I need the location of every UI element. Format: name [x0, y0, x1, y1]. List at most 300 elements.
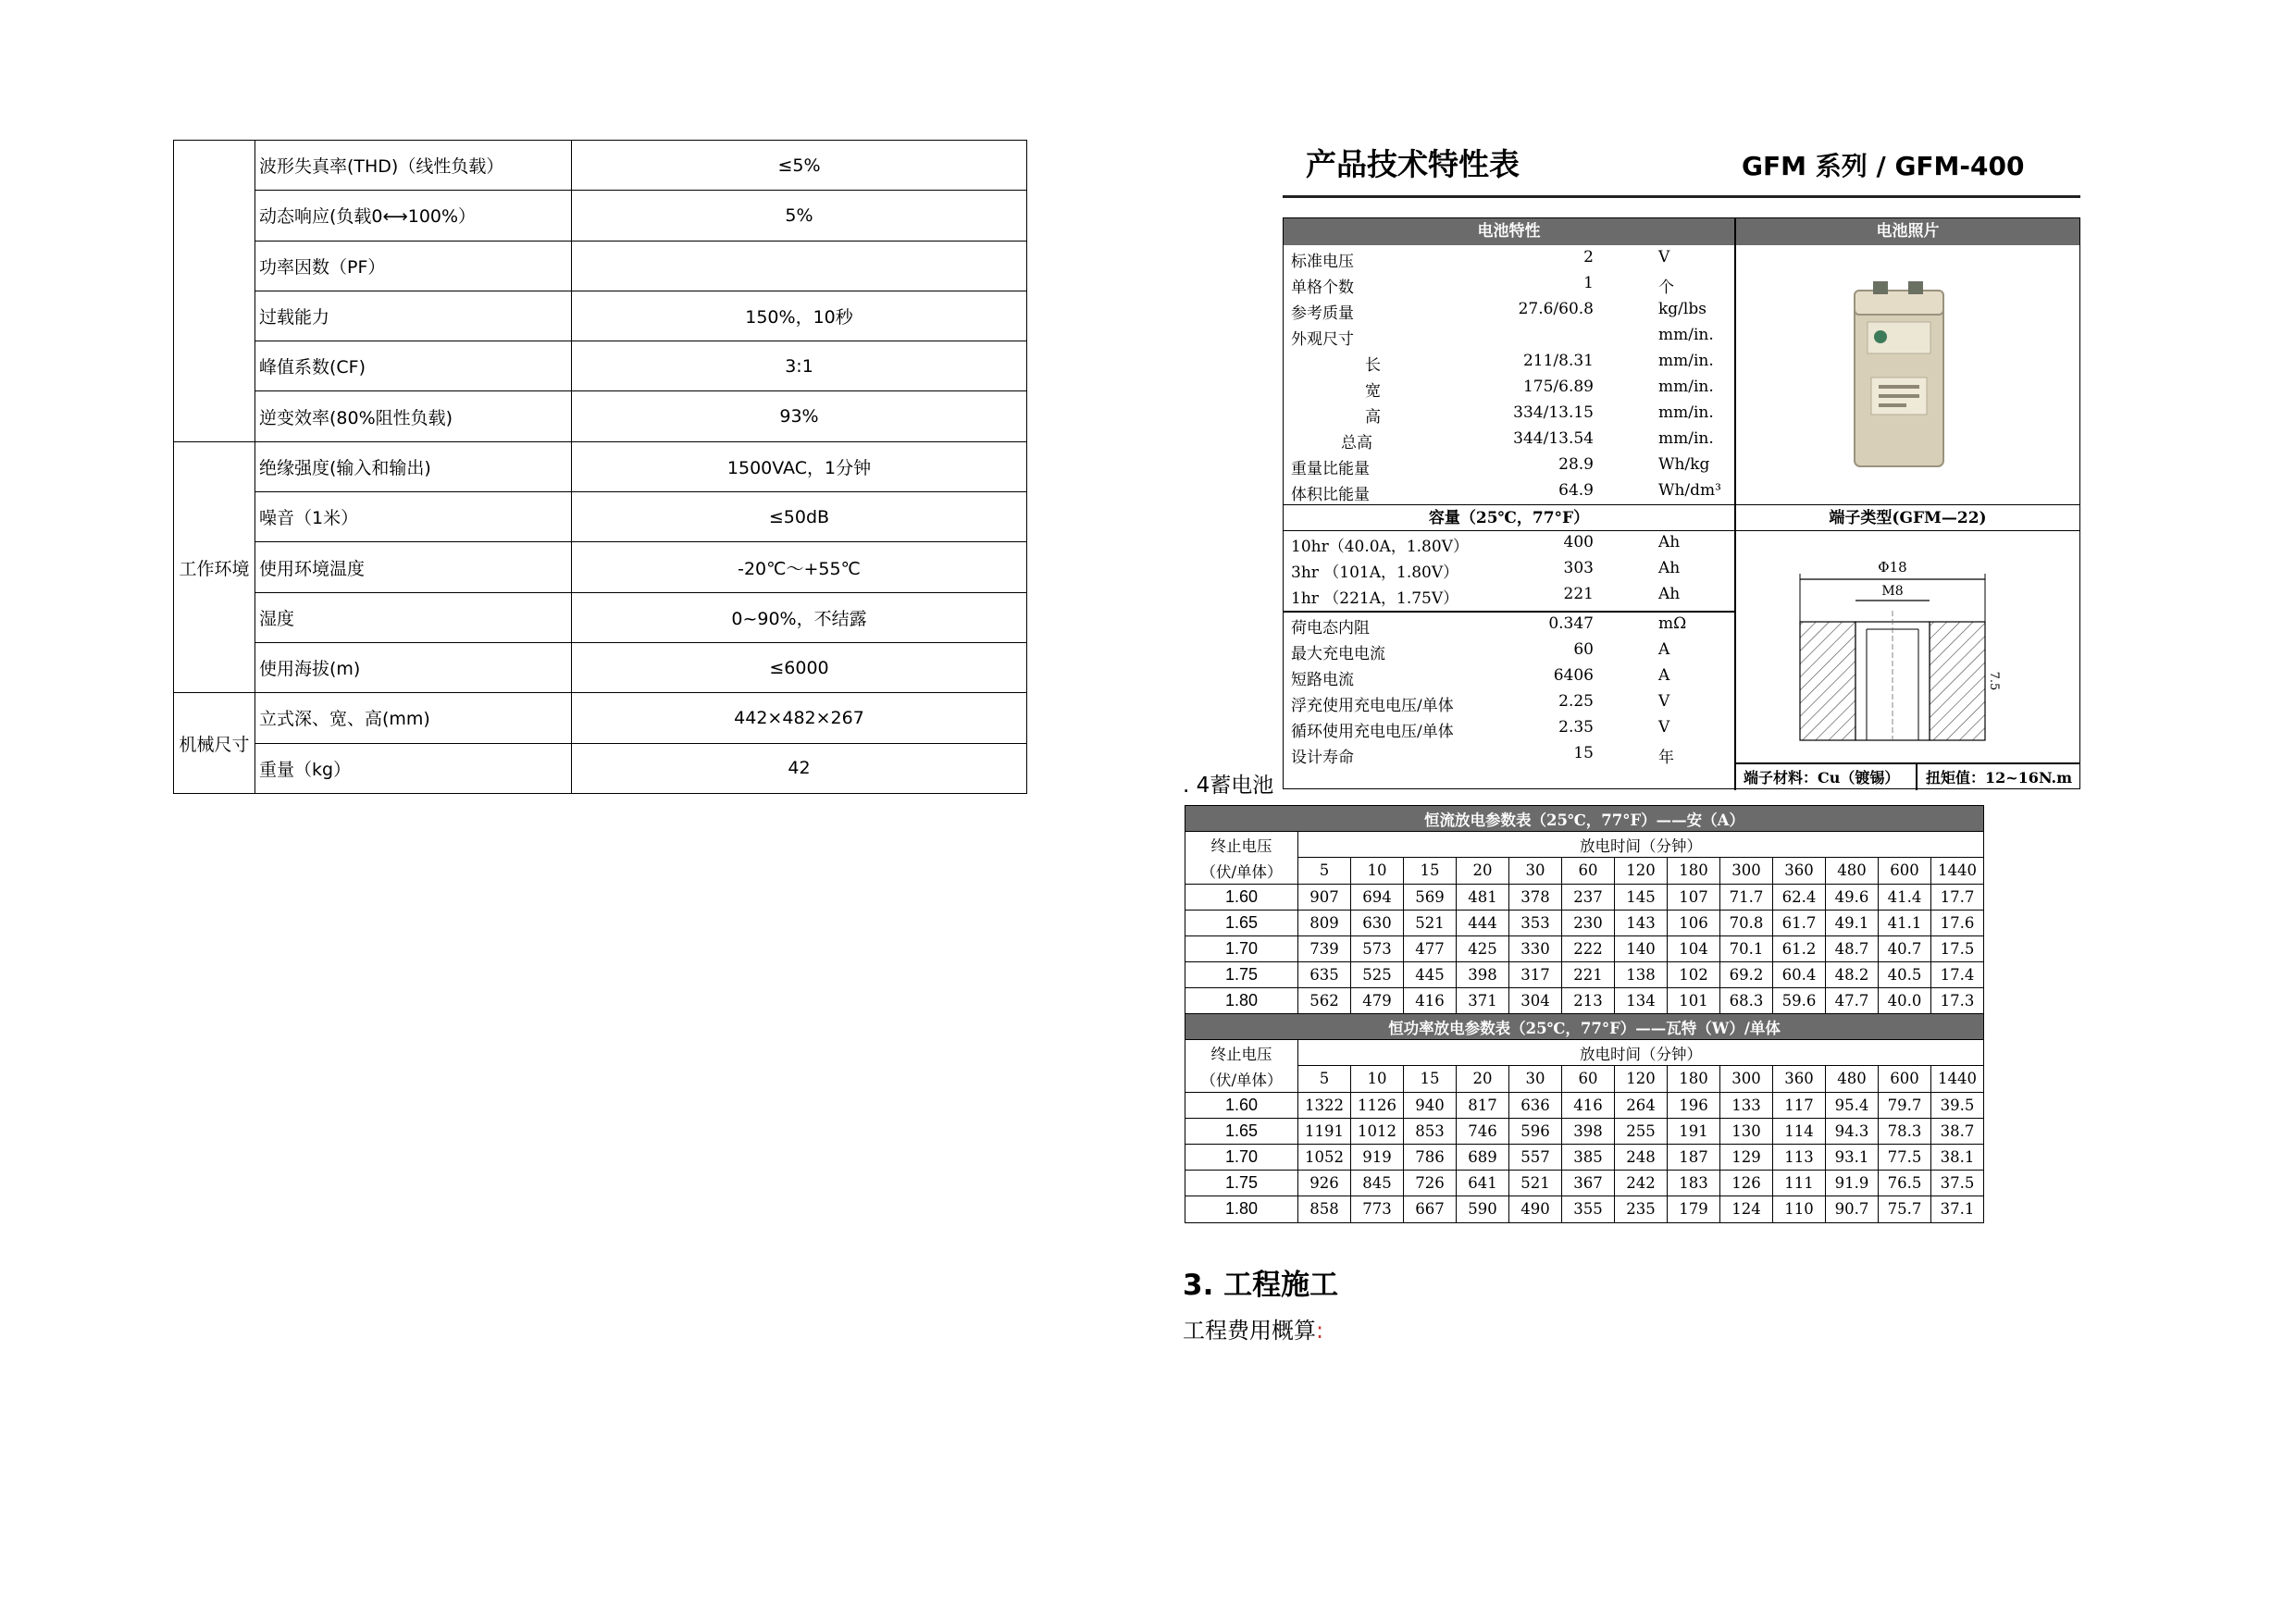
value-cell: 37.5 — [1931, 1171, 1984, 1196]
value-cell: 398 — [1457, 962, 1509, 988]
value-cell: 47.7 — [1826, 988, 1879, 1014]
value-cell: 222 — [1562, 935, 1615, 961]
voltage-cell: 1.80 — [1185, 1196, 1298, 1222]
time-cell: 1440 — [1931, 1066, 1984, 1092]
value-cell: 38.1 — [1931, 1144, 1984, 1170]
spec-label: 标准电压 — [1291, 253, 1354, 271]
spec-value: 211/8.31 — [1522, 352, 1594, 370]
value-cell: 42 — [572, 743, 1027, 793]
value-cell: 75.7 — [1879, 1196, 1931, 1222]
value-cell: 133 — [1720, 1092, 1773, 1118]
spec-unit: A — [1658, 666, 1670, 685]
value-cell: 694 — [1351, 884, 1404, 910]
value-cell: 636 — [1509, 1092, 1562, 1118]
spec-unit: Ah — [1658, 533, 1681, 551]
table-row — [1185, 884, 1984, 910]
spec-label: 长 — [1365, 356, 1381, 375]
spec-row — [1291, 248, 1726, 274]
spec-row — [1291, 744, 1726, 770]
value-cell: 739 — [1298, 935, 1351, 961]
time-cell: 10 — [1351, 858, 1404, 884]
value-cell: 93% — [572, 391, 1027, 441]
spec-label: 10hr（40.0A，1.80V） — [1291, 538, 1469, 556]
times-row — [1185, 858, 1984, 884]
item-cell: 立式深、宽、高(mm) — [255, 693, 572, 743]
value-cell: 41.1 — [1879, 910, 1931, 935]
time-cell: 5 — [1298, 1066, 1351, 1092]
constant-power-discharge-table — [1185, 1013, 1984, 1223]
time-cell: 30 — [1509, 858, 1562, 884]
value-cell: 596 — [1509, 1118, 1562, 1144]
value-cell: 221 — [1562, 962, 1615, 988]
value-cell: 196 — [1668, 1092, 1720, 1118]
spec-row — [1291, 403, 1726, 429]
spec-value: 0.347 — [1548, 614, 1594, 633]
table-row — [174, 341, 1027, 391]
time-cell: 5 — [1298, 858, 1351, 884]
value-cell: 940 — [1404, 1092, 1457, 1118]
spec-row — [1291, 692, 1726, 718]
spec-unit: 个 — [1658, 279, 1674, 297]
value-cell: 61.2 — [1773, 935, 1826, 961]
spec-unit: Ah — [1658, 585, 1681, 603]
spec-value: 303 — [1563, 559, 1594, 577]
table-row — [1185, 910, 1984, 935]
table-row — [174, 141, 1027, 191]
value-cell: 442×482×267 — [572, 693, 1027, 743]
spec-label: 循环使用充电电压/单体 — [1291, 723, 1454, 741]
terminal-depth-label: 7.5 — [1987, 671, 2001, 691]
time-label: 放电时间（分钟） — [1298, 1040, 1984, 1066]
table-row — [174, 592, 1027, 642]
value-cell: 77.5 — [1879, 1144, 1931, 1170]
spec-row — [1291, 274, 1726, 300]
value-cell: 1191 — [1298, 1118, 1351, 1144]
table-row — [174, 693, 1027, 743]
voltage-cell: 1.60 — [1185, 884, 1298, 910]
spec-unit: 年 — [1658, 749, 1674, 767]
value-cell: 126 — [1720, 1171, 1773, 1196]
time-cell: 1440 — [1931, 858, 1984, 884]
terminal-diameter-label: Φ18 — [1878, 559, 1907, 576]
value-cell: 17.3 — [1931, 988, 1984, 1014]
value-cell: 68.3 — [1720, 988, 1773, 1014]
value-cell: 69.2 — [1720, 962, 1773, 988]
value-cell: 521 — [1509, 1171, 1562, 1196]
value-cell: 355 — [1562, 1196, 1615, 1222]
value-cell: 150%，10秒 — [572, 291, 1027, 341]
spec-unit: A — [1658, 640, 1670, 659]
value-cell: 79.7 — [1879, 1092, 1931, 1118]
item-cell: 波形失真率(THD)（线性负载） — [255, 141, 572, 191]
table-row — [174, 291, 1027, 341]
value-cell: 630 — [1351, 910, 1404, 935]
value-cell: 114 — [1773, 1118, 1826, 1144]
spec-value: 2.35 — [1558, 718, 1594, 737]
time-cell: 480 — [1826, 1066, 1879, 1092]
spec-row — [1291, 585, 1726, 611]
value-cell: 809 — [1298, 910, 1351, 935]
terminal-foot-sep — [1916, 764, 1917, 790]
item-cell: 湿度 — [255, 592, 572, 642]
value-cell: 1322 — [1298, 1092, 1351, 1118]
value-cell: 90.7 — [1826, 1196, 1879, 1222]
value-cell: 786 — [1404, 1144, 1457, 1170]
value-cell: 255 — [1615, 1118, 1668, 1144]
section-heading: 3. 工程施工 — [1183, 1269, 1339, 1302]
terminal-header: 端子类型(GFM—22) — [1736, 504, 2079, 531]
value-cell: -20℃～+55℃ — [572, 542, 1027, 592]
value-cell: 264 — [1615, 1092, 1668, 1118]
table-row — [174, 542, 1027, 592]
spec-unit: kg/lbs — [1658, 300, 1706, 318]
category-cell: 工作环境 — [174, 441, 255, 692]
spec-value: 2.25 — [1558, 692, 1594, 711]
spec-label: 宽 — [1365, 382, 1381, 401]
time-cell: 15 — [1404, 858, 1457, 884]
time-cell: 10 — [1351, 1066, 1404, 1092]
time-cell: 20 — [1457, 858, 1509, 884]
table-title-row — [1185, 1014, 1984, 1040]
spec-value: 64.9 — [1558, 481, 1594, 500]
value-cell: 237 — [1562, 884, 1615, 910]
value-cell: 330 — [1509, 935, 1562, 961]
spec-value: 175/6.89 — [1522, 378, 1594, 396]
table-title-row — [1185, 806, 1984, 832]
time-cell: 15 — [1404, 1066, 1457, 1092]
terminal-material: 端子材料：Cu（镀锡） — [1744, 769, 1900, 787]
title-rule — [1283, 195, 2080, 198]
value-cell: 101 — [1668, 988, 1720, 1014]
value-cell: 91.9 — [1826, 1171, 1879, 1196]
end-voltage-label: 终止电压 — [1185, 1040, 1298, 1066]
end-voltage-unit: （伏/单体） — [1185, 1066, 1298, 1092]
spec-row — [1291, 666, 1726, 692]
value-cell: 926 — [1298, 1171, 1351, 1196]
value-cell: 746 — [1457, 1118, 1509, 1144]
value-cell: 40.7 — [1879, 935, 1931, 961]
spec-unit: V — [1658, 248, 1670, 266]
value-cell: ≤5% — [572, 141, 1027, 191]
value-cell: 49.1 — [1826, 910, 1879, 935]
item-cell: 峰值系数(CF) — [255, 341, 572, 391]
time-cell: 600 — [1879, 1066, 1931, 1092]
value-cell: 590 — [1457, 1196, 1509, 1222]
value-cell: 477 — [1404, 935, 1457, 961]
value-cell: 1126 — [1351, 1092, 1404, 1118]
time-cell: 120 — [1615, 858, 1668, 884]
battery-section-label: . 4蓄电池 — [1183, 774, 1274, 798]
value-cell: 40.5 — [1879, 962, 1931, 988]
value-cell: 1052 — [1298, 1144, 1351, 1170]
value-cell: 242 — [1615, 1171, 1668, 1196]
value-cell: 398 — [1562, 1118, 1615, 1144]
terminal-foot-divider — [1736, 762, 2079, 764]
value-cell: 59.6 — [1773, 988, 1826, 1014]
spec-row — [1291, 455, 1726, 481]
value-cell: 557 — [1509, 1144, 1562, 1170]
spec-row — [1291, 429, 1726, 455]
item-cell: 逆变效率(80%阻性负载) — [255, 391, 572, 441]
table-row — [174, 391, 1027, 441]
value-cell: 445 — [1404, 962, 1457, 988]
value-cell: 60.4 — [1773, 962, 1826, 988]
table-row — [174, 743, 1027, 793]
value-cell: 40.0 — [1879, 988, 1931, 1014]
spec-row — [1291, 326, 1726, 352]
item-cell: 使用环境温度 — [255, 542, 572, 592]
time-cell: 480 — [1826, 858, 1879, 884]
value-cell: 143 — [1615, 910, 1668, 935]
spec-value: 60 — [1573, 640, 1594, 659]
value-cell: 367 — [1562, 1171, 1615, 1196]
sheet-title: 产品技术特性表 — [1306, 146, 1520, 182]
value-cell: 71.7 — [1720, 884, 1773, 910]
value-cell: 230 — [1562, 910, 1615, 935]
value-cell: 853 — [1404, 1118, 1457, 1144]
time-label: 放电时间（分钟） — [1298, 832, 1984, 858]
table-row — [1185, 1171, 1984, 1196]
time-cell: 30 — [1509, 1066, 1562, 1092]
spec-unit: mΩ — [1658, 614, 1687, 633]
value-cell: 5% — [572, 191, 1027, 241]
value-cell: 3:1 — [572, 341, 1027, 391]
spec-value: 15 — [1573, 744, 1594, 762]
times-row — [1185, 1066, 1984, 1092]
spec-label: 短路电流 — [1291, 671, 1354, 689]
spec-unit: mm/in. — [1658, 326, 1714, 344]
terminal-thread-label: M8 — [1881, 584, 1904, 599]
spec-label: 荷电态内阻 — [1291, 619, 1370, 638]
battery-characteristics-header: 电池特性 — [1284, 218, 1734, 245]
time-cell: 20 — [1457, 1066, 1509, 1092]
battery-photo-header: 电池照片 — [1736, 218, 2079, 245]
value-cell: 521 — [1404, 910, 1457, 935]
value-cell: 416 — [1562, 1092, 1615, 1118]
spec-label: 外观尺寸 — [1291, 330, 1354, 349]
spec-label: 单格个数 — [1291, 279, 1354, 297]
value-cell: 41.4 — [1879, 884, 1931, 910]
value-cell: 858 — [1298, 1196, 1351, 1222]
value-cell: 726 — [1404, 1171, 1457, 1196]
value-cell: 191 — [1668, 1118, 1720, 1144]
time-cell: 60 — [1562, 1066, 1615, 1092]
value-cell: 94.3 — [1826, 1118, 1879, 1144]
spec-unit: V — [1658, 692, 1670, 711]
spec-value: 334/13.15 — [1513, 403, 1594, 422]
table-row — [1185, 988, 1984, 1014]
constant-current-discharge-table — [1185, 805, 1984, 1015]
spec-unit: mm/in. — [1658, 403, 1714, 422]
value-cell: 61.7 — [1773, 910, 1826, 935]
table-title: 恒功率放电参数表（25℃，77°F）——瓦特（W）/单体 — [1185, 1014, 1984, 1040]
spec-value: 221 — [1563, 585, 1594, 603]
value-cell: 689 — [1457, 1144, 1509, 1170]
cost-estimate-colon: : — [1316, 1318, 1324, 1344]
value-cell: 635 — [1298, 962, 1351, 988]
cost-estimate-line — [1183, 1312, 1323, 1344]
value-cell: 416 — [1404, 988, 1457, 1014]
value-cell: 490 — [1509, 1196, 1562, 1222]
spec-row — [1291, 378, 1726, 403]
value-cell: 39.5 — [1931, 1092, 1984, 1118]
item-cell: 功率因数（PF） — [255, 241, 572, 291]
table-row — [174, 441, 1027, 491]
category-cell: 机械尺寸 — [174, 693, 255, 794]
end-voltage-unit: （伏/单体） — [1185, 858, 1298, 884]
spec-label: 体积比能量 — [1291, 486, 1370, 504]
value-cell: 479 — [1351, 988, 1404, 1014]
table-row — [174, 191, 1027, 241]
spec-unit: Wh/dm³ — [1658, 481, 1721, 500]
table-row — [1185, 935, 1984, 961]
value-cell: 817 — [1457, 1092, 1509, 1118]
table-row — [1185, 1118, 1984, 1144]
spec-unit: mm/in. — [1658, 352, 1714, 370]
sheet-series: GFM 系列 / GFM-400 — [1742, 151, 2025, 181]
value-cell: 129 — [1720, 1144, 1773, 1170]
value-cell: 48.7 — [1826, 935, 1879, 961]
header-row — [1185, 1040, 1984, 1066]
table-row — [1185, 1144, 1984, 1170]
table-row — [1185, 1196, 1984, 1222]
value-cell: 111 — [1773, 1171, 1826, 1196]
spec-value: 344/13.54 — [1513, 429, 1594, 448]
spec-row — [1291, 481, 1726, 507]
value-cell: 48.2 — [1826, 962, 1879, 988]
value-cell: ≤50dB — [572, 492, 1027, 542]
table-title: 恒流放电参数表（25℃，77°F）——安（A） — [1185, 806, 1984, 832]
table-row — [174, 492, 1027, 542]
value-cell: 425 — [1457, 935, 1509, 961]
spec-value: 1 — [1583, 274, 1594, 292]
spec-label: 重量比能量 — [1291, 460, 1370, 478]
value-cell: 76.5 — [1879, 1171, 1931, 1196]
time-cell: 180 — [1668, 1066, 1720, 1092]
value-cell: 183 — [1668, 1171, 1720, 1196]
value-cell: 95.4 — [1826, 1092, 1879, 1118]
value-cell: 179 — [1668, 1196, 1720, 1222]
time-cell: 300 — [1720, 858, 1773, 884]
table-row — [174, 642, 1027, 692]
voltage-cell: 1.65 — [1185, 1118, 1298, 1144]
value-cell: 117 — [1773, 1092, 1826, 1118]
value-cell: 371 — [1457, 988, 1509, 1014]
value-cell: 70.8 — [1720, 910, 1773, 935]
spec-value: 2 — [1583, 248, 1594, 266]
capacity-header: 容量（25℃，77°F） — [1284, 504, 1734, 531]
value-cell: 38.7 — [1931, 1118, 1984, 1144]
spec-row — [1291, 718, 1726, 744]
value-cell: 1012 — [1351, 1118, 1404, 1144]
value-cell: 78.3 — [1879, 1118, 1931, 1144]
spec-value: 27.6/60.8 — [1518, 300, 1594, 318]
voltage-cell: 1.60 — [1185, 1092, 1298, 1118]
value-cell: 106 — [1668, 910, 1720, 935]
value-cell: 124 — [1720, 1196, 1773, 1222]
value-cell: 385 — [1562, 1144, 1615, 1170]
item-cell: 绝缘强度(输入和输出) — [255, 441, 572, 491]
value-cell: 113 — [1773, 1144, 1826, 1170]
time-cell: 360 — [1773, 858, 1826, 884]
value-cell: 304 — [1509, 988, 1562, 1014]
spec-label: 设计寿命 — [1291, 749, 1354, 767]
voltage-cell: 1.65 — [1185, 910, 1298, 935]
value-cell: 17.7 — [1931, 884, 1984, 910]
value-cell: 104 — [1668, 935, 1720, 961]
value-cell: 641 — [1457, 1171, 1509, 1196]
value-cell: 37.1 — [1931, 1196, 1984, 1222]
value-cell: ≤6000 — [572, 642, 1027, 692]
spec-label: 1hr （221A，1.75V） — [1291, 589, 1459, 608]
spec-unit: Ah — [1658, 559, 1681, 577]
value-cell: 213 — [1562, 988, 1615, 1014]
value-cell: 569 — [1404, 884, 1457, 910]
spec-row — [1291, 559, 1726, 585]
spec-value: 6406 — [1553, 666, 1594, 685]
value-cell: 140 — [1615, 935, 1668, 961]
cost-estimate-text: 工程费用概算 — [1183, 1318, 1316, 1344]
value-cell: 17.5 — [1931, 935, 1984, 961]
voltage-cell: 1.70 — [1185, 1144, 1298, 1170]
spec-row — [1291, 614, 1726, 640]
spec-label: 最大充电电流 — [1291, 645, 1385, 663]
battery-photo — [1851, 276, 1947, 470]
item-cell: 过载能力 — [255, 291, 572, 341]
value-cell: 138 — [1615, 962, 1668, 988]
ups-spec-table — [173, 140, 1027, 794]
spec-label: 3hr （101A，1.80V） — [1291, 564, 1459, 582]
time-cell: 60 — [1562, 858, 1615, 884]
value-cell: 102 — [1668, 962, 1720, 988]
value-cell: 248 — [1615, 1144, 1668, 1170]
category-cell — [174, 141, 255, 442]
item-cell: 使用海拔(m) — [255, 642, 572, 692]
header-row — [1185, 832, 1984, 858]
item-cell: 噪音（1米） — [255, 492, 572, 542]
spec-unit: mm/in. — [1658, 378, 1714, 396]
item-cell: 动态响应(负载0⟷100%） — [255, 191, 572, 241]
value-cell: 773 — [1351, 1196, 1404, 1222]
value-cell: 0~90%，不结露 — [572, 592, 1027, 642]
voltage-cell: 1.70 — [1185, 935, 1298, 961]
spec-value: 28.9 — [1558, 455, 1594, 474]
value-cell: 907 — [1298, 884, 1351, 910]
spec-row — [1291, 352, 1726, 378]
value-cell: 573 — [1351, 935, 1404, 961]
value-cell: 353 — [1509, 910, 1562, 935]
spec-unit: Wh/kg — [1658, 455, 1710, 474]
table-row — [174, 241, 1027, 291]
spec-value: 400 — [1563, 533, 1594, 551]
time-cell: 300 — [1720, 1066, 1773, 1092]
capacity-divider — [1284, 611, 1734, 613]
value-cell: 562 — [1298, 988, 1351, 1014]
voltage-cell: 1.80 — [1185, 988, 1298, 1014]
table-row — [1185, 962, 1984, 988]
item-cell: 重量（kg） — [255, 743, 572, 793]
value-cell: 62.4 — [1773, 884, 1826, 910]
voltage-cell: 1.75 — [1185, 1171, 1298, 1196]
value-cell: 444 — [1457, 910, 1509, 935]
value-cell: 70.1 — [1720, 935, 1773, 961]
value-cell: 93.1 — [1826, 1144, 1879, 1170]
value-cell: 525 — [1351, 962, 1404, 988]
voltage-cell: 1.75 — [1185, 962, 1298, 988]
value-cell: 107 — [1668, 884, 1720, 910]
value-cell: 845 — [1351, 1171, 1404, 1196]
spec-label: 参考质量 — [1291, 304, 1354, 323]
